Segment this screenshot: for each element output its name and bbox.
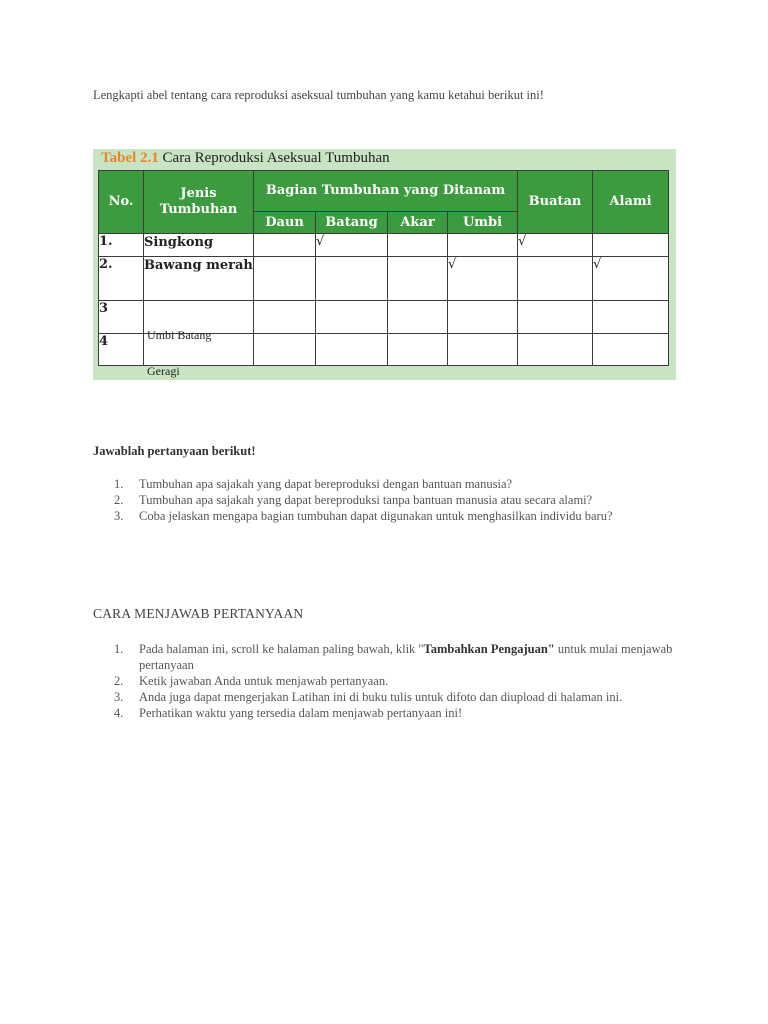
tambahkan-pengajuan-label: Tambahkan Pengajuan" bbox=[423, 642, 555, 656]
cell-daun bbox=[254, 257, 316, 301]
list-number: 4. bbox=[114, 706, 124, 720]
cell-buatan bbox=[518, 334, 593, 366]
header-akar: Akar bbox=[388, 212, 448, 234]
cell-alami bbox=[593, 234, 669, 257]
questions-title: Jawablah pertanyaan berikut! bbox=[93, 444, 256, 458]
cell-batang: √ bbox=[316, 234, 388, 257]
question-text: Coba jelaskan mengapa bagian tumbuhan dapat digunakan untuk menghasilkan individu baru? bbox=[139, 509, 613, 523]
cell-no: 3 bbox=[99, 301, 144, 334]
cell-no: 4 bbox=[99, 334, 144, 366]
header-buatan: Buatan bbox=[518, 171, 593, 234]
table-caption bbox=[101, 150, 390, 167]
cell-buatan: √ bbox=[518, 234, 593, 257]
cell-name: Singkong bbox=[144, 234, 254, 257]
how-to-text: Anda juga dapat mengerjakan Latihan ini di buku tulis untuk difoto dan diupload di halaman ini. bbox=[139, 690, 623, 704]
cell-akar bbox=[388, 234, 448, 257]
cell-umbi: √ bbox=[448, 257, 518, 301]
list-item bbox=[93, 689, 683, 705]
cell-name: Bawang merah bbox=[144, 257, 254, 301]
table-caption-label: Tabel 2.1 bbox=[101, 150, 159, 166]
questions-list bbox=[93, 476, 683, 524]
cell-batang bbox=[316, 257, 388, 301]
table-caption-text: Cara Reproduksi Aseksual Tumbuhan bbox=[158, 150, 390, 166]
table-row bbox=[99, 234, 669, 257]
list-item bbox=[93, 508, 683, 524]
cell-daun bbox=[254, 301, 316, 334]
header-daun: Daun bbox=[254, 212, 316, 234]
cell-akar bbox=[388, 301, 448, 334]
how-to-text: untuk mulai menjawab pertanyaan bbox=[139, 642, 673, 672]
cell-alami bbox=[593, 301, 669, 334]
header-no: No. bbox=[99, 171, 144, 234]
cell-daun bbox=[254, 234, 316, 257]
list-number: 2. bbox=[114, 674, 124, 688]
list-number: 1. bbox=[114, 477, 124, 491]
annotation-geragi: Geragi bbox=[147, 364, 180, 378]
how-to-list bbox=[93, 641, 683, 721]
header-umbi: Umbi bbox=[448, 212, 518, 234]
cell-umbi bbox=[448, 234, 518, 257]
cell-batang bbox=[316, 301, 388, 334]
intro-instruction: Lengkapti abel tentang cara reproduksi aseksual tumbuhan yang kamu ketahui berikut ini! bbox=[93, 88, 544, 102]
cell-buatan bbox=[518, 301, 593, 334]
list-item bbox=[93, 705, 683, 721]
cell-no: 2. bbox=[99, 257, 144, 301]
header-jenis-tumbuhan: Jenis Tumbuhan bbox=[144, 171, 254, 234]
cell-batang bbox=[316, 334, 388, 366]
list-item bbox=[93, 673, 683, 689]
how-to-title: CARA MENJAWAB PERTANYAAN bbox=[93, 606, 304, 621]
cell-buatan bbox=[518, 257, 593, 301]
header-batang: Batang bbox=[316, 212, 388, 234]
cell-daun bbox=[254, 334, 316, 366]
how-to-text: Perhatikan waktu yang tersedia dalam menjawab pertanyaan ini! bbox=[139, 706, 463, 720]
cell-umbi bbox=[448, 334, 518, 366]
cell-umbi bbox=[448, 301, 518, 334]
list-number: 3. bbox=[114, 509, 124, 523]
list-item bbox=[93, 476, 683, 492]
question-text: Tumbuhan apa sajakah yang dapat bereproduksi dengan bantuan manusia? bbox=[139, 477, 513, 491]
list-item bbox=[93, 641, 683, 673]
cell-alami bbox=[593, 334, 669, 366]
cell-akar bbox=[388, 257, 448, 301]
cell-alami: √ bbox=[593, 257, 669, 301]
list-number: 2. bbox=[114, 493, 124, 507]
list-item bbox=[93, 492, 683, 508]
list-number: 1. bbox=[114, 642, 124, 656]
annotation-umbi-batang: Umbi Batang bbox=[147, 328, 212, 342]
table-row bbox=[99, 257, 669, 301]
cell-no: 1. bbox=[99, 234, 144, 257]
cell-akar bbox=[388, 334, 448, 366]
table-figure bbox=[93, 149, 676, 380]
header-alami: Alami bbox=[593, 171, 669, 234]
list-number: 3. bbox=[114, 690, 124, 704]
how-to-text: Pada halaman ini, scroll ke halaman paling bawah, klik " bbox=[139, 642, 424, 656]
how-to-text: Ketik jawaban Anda untuk menjawab pertanyaan. bbox=[139, 674, 389, 688]
question-text: Tumbuhan apa sajakah yang dapat bereproduksi tanpa bantuan manusia atau secara alami? bbox=[139, 493, 593, 507]
header-bagian-tumbuhan: Bagian Tumbuhan yang Ditanam bbox=[254, 171, 518, 212]
